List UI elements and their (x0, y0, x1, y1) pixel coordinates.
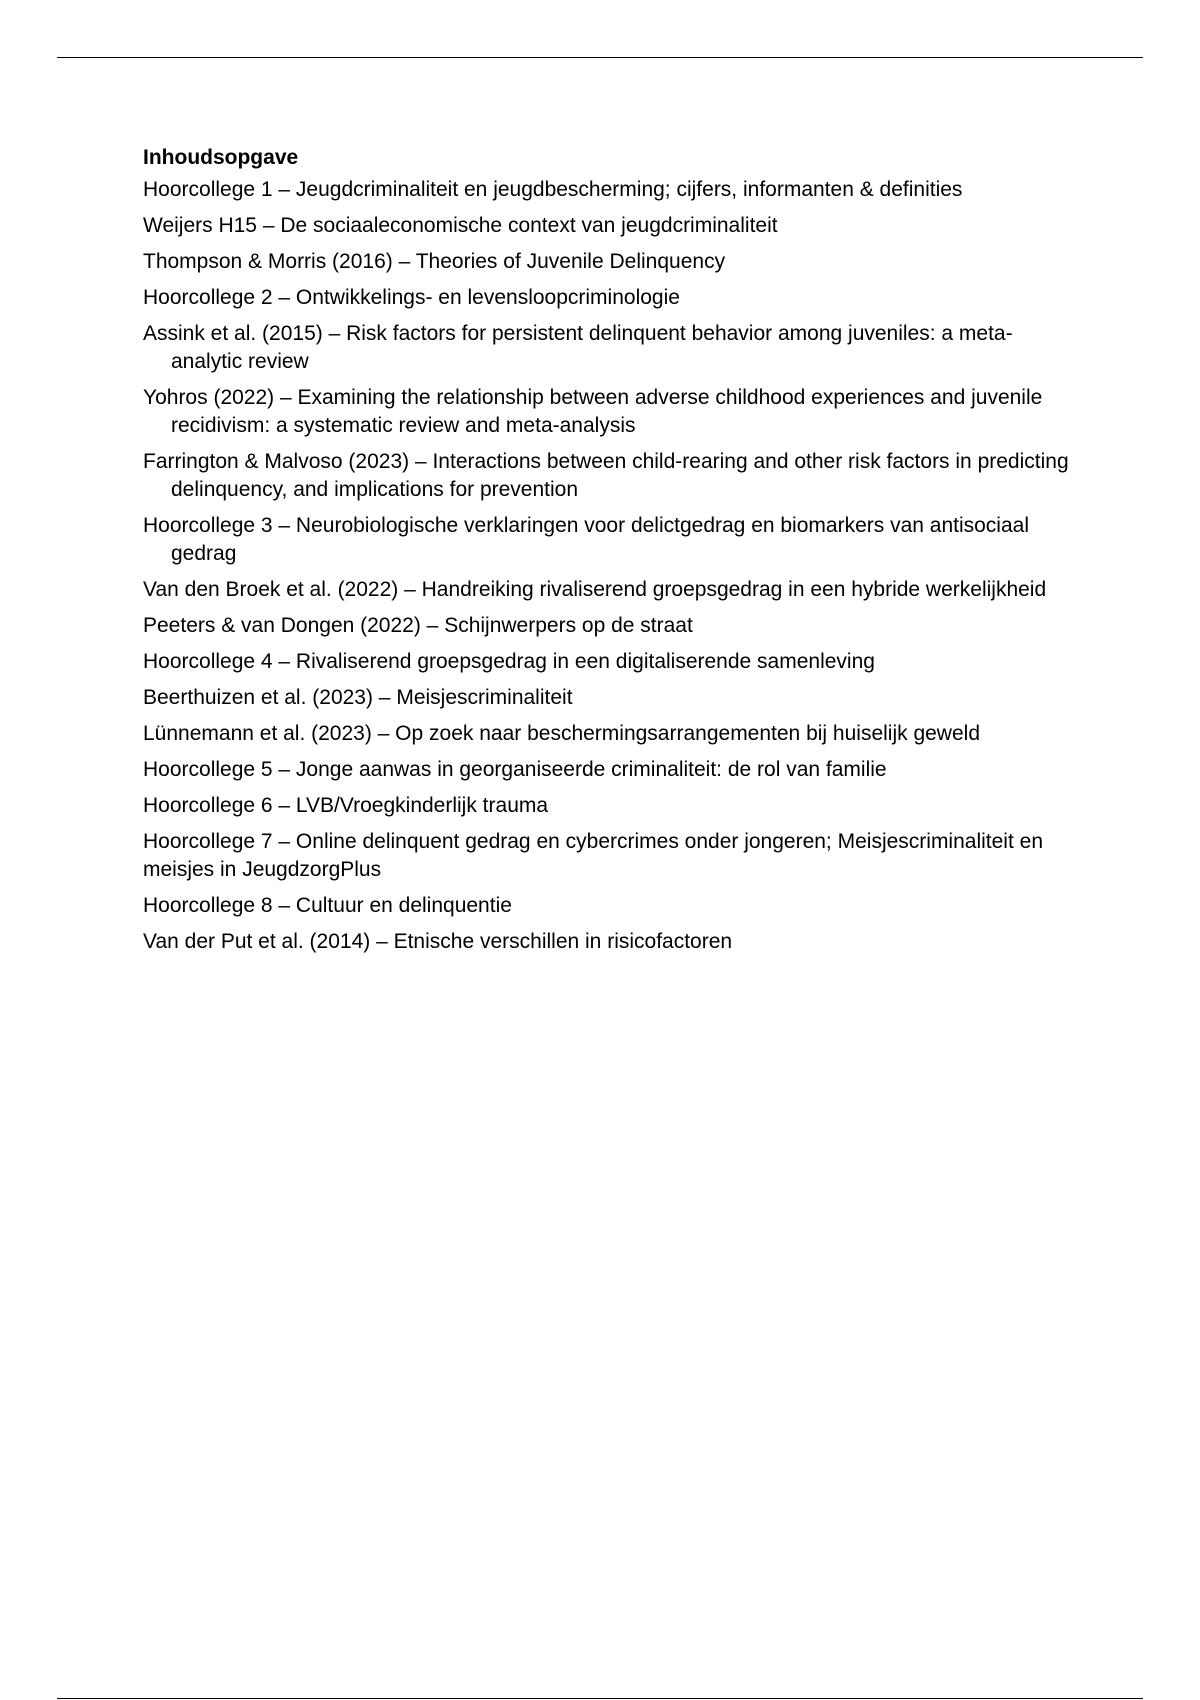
toc-entry[interactable]: Assink et al. (2015) – Risk factors for persistent delinquent behavior among juveniles: a meta-analytic review (143, 322, 1013, 373)
toc-title: Inhoudsopgave (143, 146, 299, 169)
toc-entry[interactable]: Yohros (2022) – Examining the relationship between adverse childhood experiences and juvenile recidivism: a systematic review and meta-analysis (143, 386, 1043, 437)
toc-list (143, 176, 1073, 956)
toc-entry[interactable]: Hoorcollege 5 – Jonge aanwas in georganiseerde criminaliteit: de rol van familie (143, 758, 887, 781)
toc-entry[interactable]: Peeters & van Dongen (2022) – Schijnwerpers op de straat (143, 614, 693, 637)
toc-entry[interactable]: Hoorcollege 8 – Cultuur en delinquentie (143, 894, 512, 917)
footer-rule (57, 1698, 1143, 1699)
table-of-contents (143, 144, 1073, 964)
toc-entry[interactable]: Van der Put et al. (2014) – Etnische verschillen in risicofactoren (143, 930, 733, 953)
toc-entry[interactable]: Hoorcollege 3 – Neurobiologische verklaringen voor delictgedrag en biomarkers van antisociaal gedrag (143, 514, 1029, 565)
toc-entry[interactable]: Weijers H15 – De sociaaleconomische context van jeugdcriminaliteit (143, 214, 778, 237)
toc-entry[interactable]: Hoorcollege 6 – LVB/Vroegkinderlijk trauma (143, 794, 549, 817)
header-rule (57, 57, 1143, 58)
toc-entry[interactable]: Hoorcollege 4 – Rivaliserend groepsgedrag in een digitaliserende samenleving (143, 650, 875, 673)
toc-entry[interactable]: Hoorcollege 1 – Jeugdcriminaliteit en jeugdbescherming; cijfers, informanten & definities (143, 178, 963, 201)
toc-entry[interactable]: Hoorcollege 2 – Ontwikkelings- en levensloopcriminologie (143, 286, 680, 309)
toc-entry[interactable]: Farrington & Malvoso (2023) – Interactions between child-rearing and other risk factors in predicting delinquency, and implications for prevention (143, 450, 1069, 501)
toc-entry[interactable]: Van den Broek et al. (2022) – Handreiking rivaliserend groepsgedrag in een hybride werkelijkheid (143, 578, 1047, 601)
toc-entry[interactable]: Lünnemann et al. (2023) – Op zoek naar beschermingsarrangementen bij huiselijk geweld (143, 722, 980, 745)
toc-entry[interactable]: Hoorcollege 7 – Online delinquent gedrag en cybercrimes onder jongeren; Meisjescriminaliteit en meisjes in JeugdzorgPlus (143, 830, 1043, 881)
toc-entry[interactable]: Beerthuizen et al. (2023) – Meisjescriminaliteit (143, 686, 573, 709)
toc-entry[interactable]: Thompson & Morris (2016) – Theories of Juvenile Delinquency (143, 250, 726, 273)
